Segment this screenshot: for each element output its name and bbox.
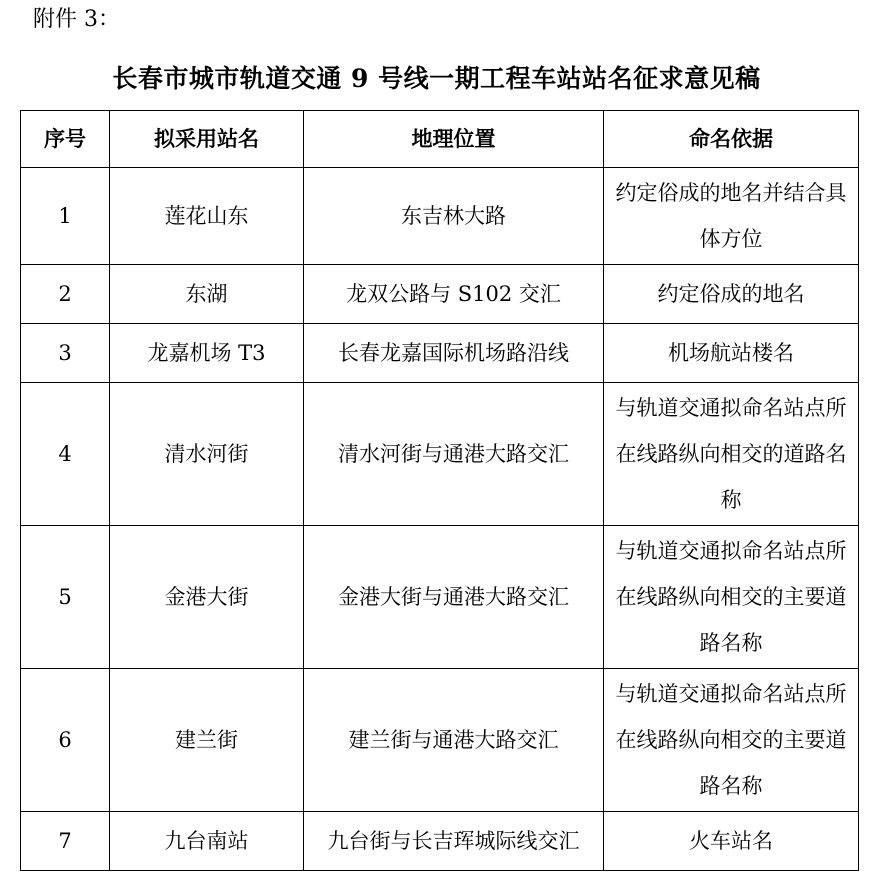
row-station-name: 东湖 bbox=[110, 265, 304, 324]
row-naming-basis: 与轨道交通拟命名站点所在线路纵向相交的主要道路名称 bbox=[604, 669, 859, 812]
table-row bbox=[21, 669, 859, 812]
row-naming-basis: 约定俗成的地名 bbox=[604, 265, 859, 324]
header-index: 序号 bbox=[21, 111, 110, 168]
table-row bbox=[21, 383, 859, 526]
row-naming-basis: 与轨道交通拟命名站点所在线路纵向相交的主要道路名称 bbox=[604, 526, 859, 669]
document-title: 长春市城市轨道交通 9 号线一期工程车站站名征求意见稿 bbox=[112, 64, 761, 93]
row-naming-basis: 火车站名 bbox=[604, 812, 859, 871]
row-index: 6 bbox=[21, 669, 110, 812]
row-index: 3 bbox=[21, 324, 110, 383]
row-station-name: 莲花山东 bbox=[110, 168, 304, 265]
header-station-name: 拟采用站名 bbox=[110, 111, 304, 168]
row-index: 4 bbox=[21, 383, 110, 526]
row-index: 7 bbox=[21, 812, 110, 871]
header-location: 地理位置 bbox=[304, 111, 604, 168]
row-location: 龙双公路与 S102 交汇 bbox=[304, 265, 604, 324]
table-row bbox=[21, 168, 859, 265]
row-index: 5 bbox=[21, 526, 110, 669]
row-location: 九台街与长吉珲城际线交汇 bbox=[304, 812, 604, 871]
row-station-name: 清水河街 bbox=[110, 383, 304, 526]
table-row bbox=[21, 812, 859, 871]
row-naming-basis: 与轨道交通拟命名站点所在线路纵向相交的道路名称 bbox=[604, 383, 859, 526]
row-station-name: 龙嘉机场 T3 bbox=[110, 324, 304, 383]
row-station-name: 金港大街 bbox=[110, 526, 304, 669]
row-naming-basis: 约定俗成的地名并结合具体方位 bbox=[604, 168, 859, 265]
table-row bbox=[21, 526, 859, 669]
header-naming-basis: 命名依据 bbox=[604, 111, 859, 168]
station-names-table bbox=[20, 110, 859, 871]
table-row bbox=[21, 324, 859, 383]
row-index: 1 bbox=[21, 168, 110, 265]
table-header-row bbox=[21, 111, 859, 168]
table-row bbox=[21, 265, 859, 324]
row-location: 长春龙嘉国际机场路沿线 bbox=[304, 324, 604, 383]
row-naming-basis: 机场航站楼名 bbox=[604, 324, 859, 383]
row-location: 金港大街与通港大路交汇 bbox=[304, 526, 604, 669]
attachment-label: 附件 3： bbox=[33, 7, 120, 32]
row-location: 清水河街与通港大路交汇 bbox=[304, 383, 604, 526]
row-index: 2 bbox=[21, 265, 110, 324]
row-station-name: 建兰街 bbox=[110, 669, 304, 812]
row-location: 建兰街与通港大路交汇 bbox=[304, 669, 604, 812]
row-location: 东吉林大路 bbox=[304, 168, 604, 265]
row-station-name: 九台南站 bbox=[110, 812, 304, 871]
